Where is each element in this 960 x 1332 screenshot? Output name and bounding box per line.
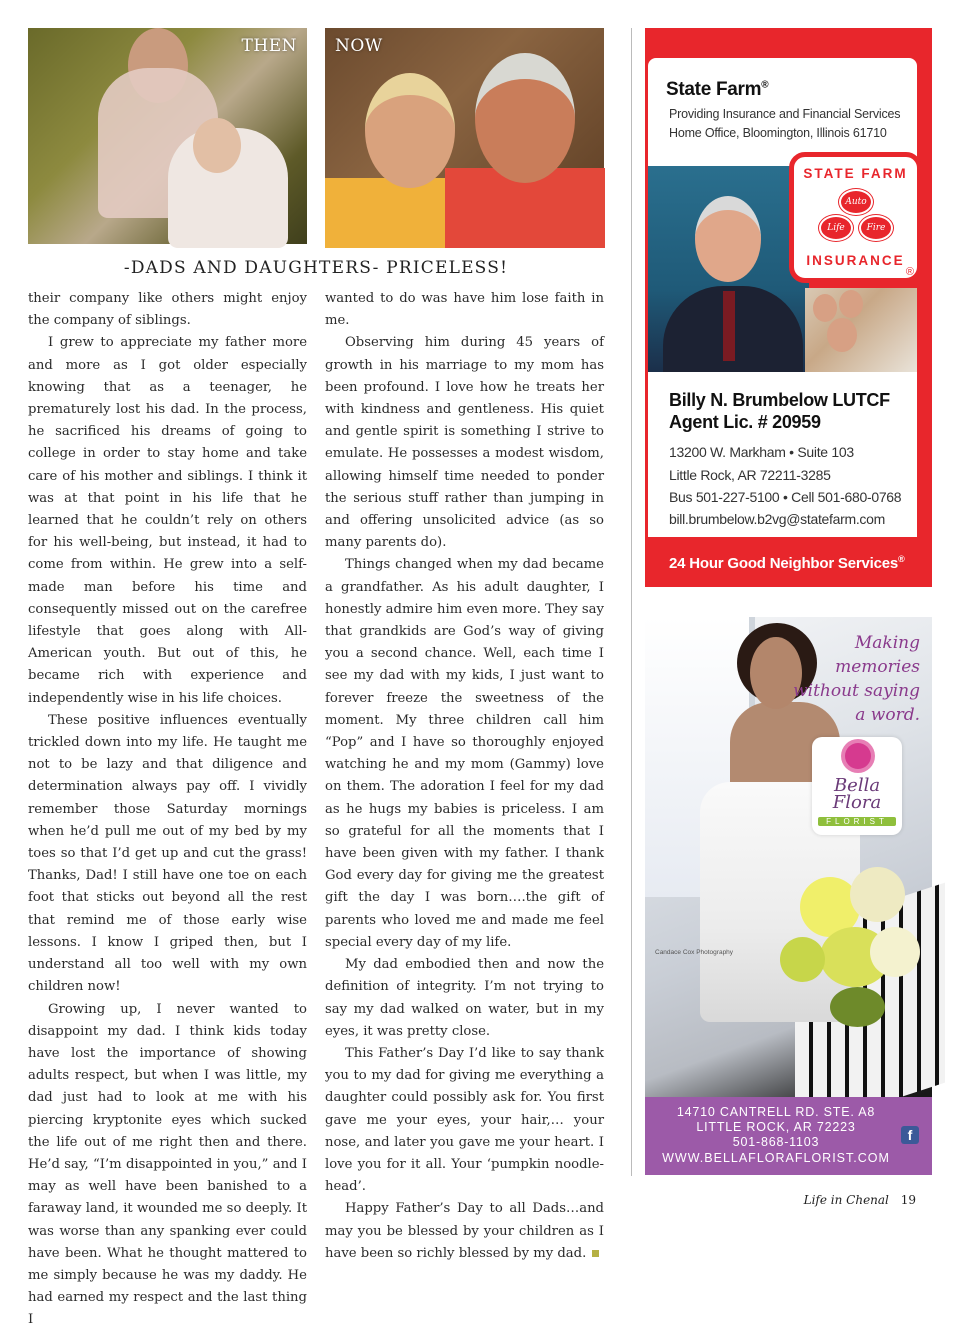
- article-paragraph: Observing him during 45 years of growth in his marriage to my mom has been profound. I love how he treats her with kindness and gentleness. His quiet and gentle spirit is something I strive to emulate. He possesses a modest wisdom, allowing himself time needed to ponder the serious stuff rather than jumping in and offering unsolicited advice (as so many parents do).: [325, 335, 604, 551]
- article-column-2: [325, 288, 604, 1265]
- agent-address-line1: 13200 W. Markham • Suite 103: [669, 444, 854, 460]
- magazine-name: Life in Chenal: [803, 1193, 889, 1207]
- state-farm-logo: STATE FARM Auto Life Fire INSURANCE ®: [789, 152, 922, 283]
- photo-now: [325, 28, 604, 244]
- agent-photo: [648, 166, 809, 372]
- state-farm-ad[interactable]: [645, 28, 932, 587]
- end-mark-icon: [592, 1250, 599, 1257]
- article-paragraph: My dad embodied then and now the definition of integrity. I’m not trying to say my dad walked on water, but in my eyes, it was pretty close.: [325, 957, 604, 1039]
- page-number: 19: [900, 1193, 916, 1207]
- flower-icon: [845, 743, 871, 769]
- family-photo: [805, 288, 917, 372]
- agent-phones: Bus 501-227-5100 • Cell 501-680-0768: [669, 489, 902, 505]
- page-footer: [804, 1193, 916, 1207]
- then-label: THEN: [241, 36, 297, 56]
- article-paragraph: their company like others might enjoy the company of siblings.: [28, 291, 307, 329]
- article-paragraph: These positive influences eventually trickled down into my life. He taught me not to be lazy and that diligence and determination always pay off. I vividly remember those Saturday mornings when he’d pull me out of my bed by my toes so that I’d get up and cut the grass! Thanks, Dad! I still have one toe on each foot that sticks out beyond all the rest that remind me of those early wise lessons. I know I griped then, but I understand all too well with my own children now!: [28, 712, 307, 995]
- bella-flora-logo: Bella Flora FLORIST: [812, 737, 902, 835]
- bella-flora-address1: 14710 CANTRELL RD. STE. A8: [676, 1105, 876, 1119]
- state-farm-home-office: Home Office, Bloomington, Illinois 61710: [669, 126, 887, 140]
- article-headline: -DADS AND DAUGHTERS- PRICELESS!: [123, 258, 509, 278]
- agent-email[interactable]: bill.brumbelow.b2vg@statefarm.com: [669, 511, 885, 527]
- bella-flora-phone: 501-868-1103: [732, 1135, 820, 1149]
- article-paragraph: wanted to do was have him lose faith in me.: [325, 291, 604, 329]
- now-label: NOW: [335, 36, 383, 56]
- photo-then: [28, 28, 307, 244]
- bella-flora-contact-bar: [645, 1097, 932, 1175]
- fire-oval-icon: Fire: [859, 215, 893, 241]
- bella-flora-tagline: Making memories without saying a word.: [793, 633, 920, 725]
- bouquet-image: [760, 837, 930, 1037]
- life-oval-icon: Life: [819, 215, 853, 241]
- column-divider: [631, 28, 632, 1176]
- article-paragraph: Things changed when my dad became a grandfather. As his adult daughter, I honestly admire him even more. They say that grandkids are God’s way of giving you a second chance. Well, each time I see my dad with my kids, I just want to forever freeze the sweetness of the moment. My three children call him “Pop” and I have so thoroughly enjoyed watching he and my mom (Gammy) love on them. The adoration I feel for my dad as he hugs my babies is priceless. I am so grateful for all the moments that I have been given with my father. I thank God every day for giving me the greatest gift the day I was born….the gift of parents who loved me and made me feel special every day of my life.: [325, 557, 604, 950]
- state-farm-tagline: Providing Insurance and Financial Services: [669, 107, 901, 121]
- bella-flora-ad[interactable]: [645, 617, 932, 1175]
- auto-oval-icon: Auto: [839, 189, 873, 215]
- agent-name: Billy N. Brumbelow LUTCF Agent Lic. # 20959: [669, 390, 890, 432]
- facebook-icon[interactable]: f: [901, 1126, 919, 1144]
- article-paragraph: I grew to appreciate my father more and more as I got older especially knowing that as a teenager, he prematurely lost his dad. In the process, he sacrificed his dreams of going to college in order to stay home and take care of his mother and siblings. I think it was at that point in his life that he learned that he couldn’t rely on others for his well-being, but instead, it had to come from within. He grew into a self-made man before his time and consequently missed out on the carefree lifestyle that goes along with All-American youth. But out of this, he became rich with experience and independently wise in his life choices.: [28, 335, 307, 706]
- agent-address-line2: Little Rock, AR 72211-3285: [669, 467, 831, 483]
- article-column-1: [28, 288, 307, 1332]
- state-farm-brand: State Farm®: [666, 79, 769, 100]
- agent-license: Agent Lic. # 20959: [669, 412, 821, 432]
- article-paragraph: This Father’s Day I’d like to say thank you to my dad for giving me everything a daughter could possibly ask for. You first gave me your eyes, your hair,… your nose, and later you gave me your heart. I love you for it all. Your ‘pumpkin noodle-head’.: [325, 1045, 604, 1195]
- article-paragraph: Growing up, I never wanted to disappoint my dad. I think kids today have lost the importance of showing adults respect, but when I was little, my dad just had to look at me with his piercing kryptonite eyes which sucked the life out of me right then and there. He’d say, “I’m disappointed in you,” and I may as well have been banished to a faraway land, it wounded me so deeply. It was worse than any spanking ever could have been. What he thought mattered to me simply because he was my daddy. He had earned my respect and the last thing I: [28, 1001, 307, 1328]
- article-paragraph: Happy Father’s Day to all Dads…and may you be blessed by your children as I have been so richly blessed by my dad.: [325, 1201, 604, 1261]
- bella-flora-website[interactable]: WWW.BELLAFLORAFLORIST.COM: [662, 1151, 890, 1165]
- bella-flora-address2: LITTLE ROCK, AR 72223: [696, 1120, 856, 1134]
- photo-credit: Candace Cox Photography: [655, 949, 734, 956]
- state-farm-slogan: 24 Hour Good Neighbor Services®: [669, 554, 905, 572]
